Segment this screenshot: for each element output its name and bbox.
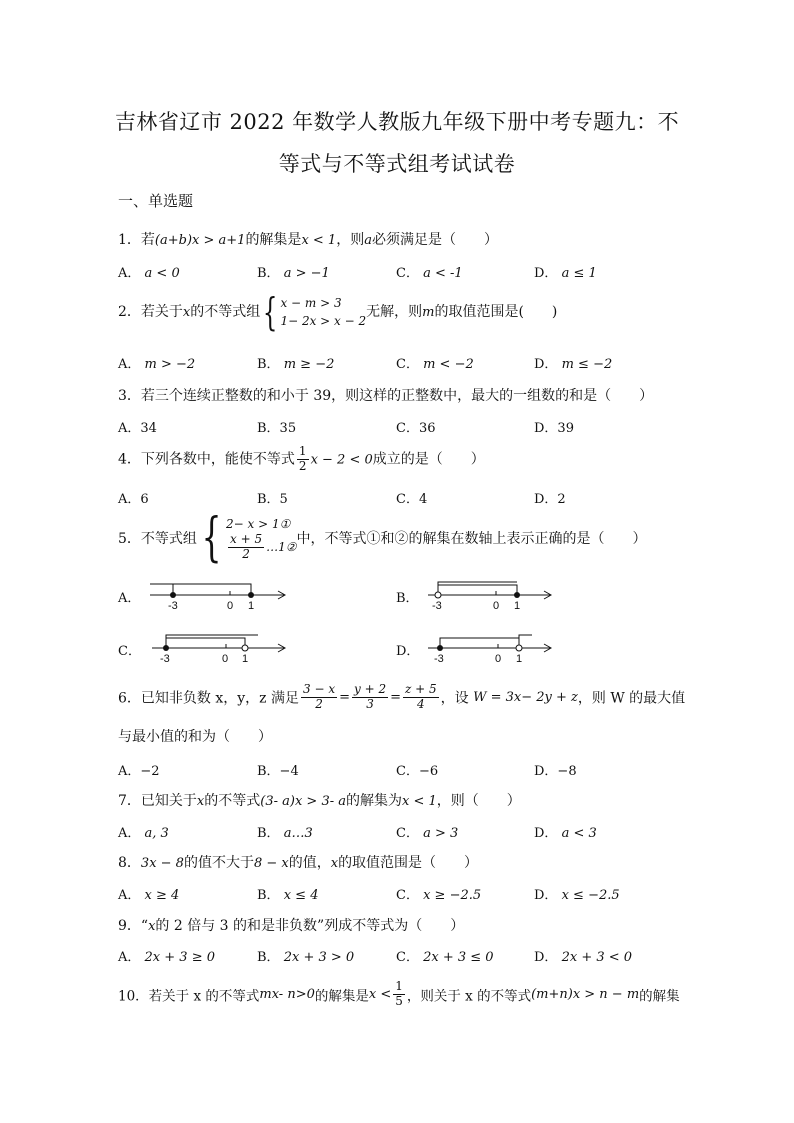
document-title-line-1: 吉林省辽市 2022 年数学人教版九年级下册中考专题九：不 [114, 110, 680, 134]
q9-option-b[interactable]: B． 2x + 3 > 0 [257, 950, 355, 965]
svg-text:-3: -3 [432, 600, 442, 612]
svg-text:0: 0 [495, 653, 502, 665]
q7-option-a[interactable]: A． a, 3 [118, 826, 169, 841]
q3-option-d[interactable]: D．39 [534, 421, 574, 436]
q9-option-a[interactable]: A． 2x + 3 ≥ 0 [118, 950, 215, 965]
q7-option-c[interactable]: C． a > 3 [396, 826, 459, 841]
q8-option-c[interactable]: C． x ≥ −2.5 [396, 888, 482, 903]
q2-option-b[interactable]: B． m ≥ −2 [257, 357, 335, 372]
inequality-system: 2− x > 1① $\frac{x + 5}{2}$ …1② [226, 516, 297, 561]
q4-option-d[interactable]: D．2 [534, 492, 566, 507]
question-1: 1．若(a+b)x > a+1的解集是x < 1，则a必须满足是（ ） [118, 232, 498, 248]
q1-option-d[interactable]: D． a ≤ 1 [534, 266, 597, 281]
svg-text:-3: -3 [160, 653, 170, 665]
svg-text:-3: -3 [168, 600, 178, 612]
number-line-a[interactable] [148, 578, 290, 614]
number-line-c[interactable] [150, 631, 290, 667]
inequality-system: x − m > 3 1− 2x > x − 2 [280, 296, 367, 328]
q8-option-b[interactable]: B． x ≤ 4 [257, 888, 319, 903]
q5-option-d-label[interactable]: D． [396, 644, 420, 659]
question-7: 7．已知关于x的不等式(3- a)x > 3- a的解集为x < 1，则（ ） [118, 793, 521, 809]
question-2: 2．若关于x的不等式组{ x − m > 3 1− 2x > x − 2 无解，则m的取值范围是( ) [118, 290, 558, 334]
q9-option-d[interactable]: D． 2x + 3 < 0 [534, 950, 633, 965]
q4-option-a[interactable]: A．6 [118, 492, 149, 507]
q5-option-c-label[interactable]: C． [118, 644, 141, 659]
svg-text:1: 1 [516, 653, 523, 665]
question-5: 5．不等式组{ 2− x > 1① $\frac{x + 5}{2}$ …1② 中，不等式①和②的解集在数轴上表示正确的是（ ） [118, 508, 647, 568]
q6-option-a[interactable]: A．−2 [118, 764, 160, 779]
question-6-line-2: 与最小值的和为（ ） [118, 729, 272, 745]
question-10: 10．若关于 x 的不等式mx- n>0的解集是x < $\frac{1}{5}$ ，则关于 x 的不等式(m+n)x > n − m的解集 [118, 979, 680, 1008]
q6-option-c[interactable]: C．−6 [396, 764, 439, 779]
fraction: $\frac{1}{2}$ [298, 444, 307, 473]
svg-text:1: 1 [248, 600, 255, 612]
q4-option-b[interactable]: B．5 [257, 492, 288, 507]
q4-option-c[interactable]: C．4 [396, 492, 428, 507]
q8-option-d[interactable]: D． x ≤ −2.5 [534, 888, 620, 903]
q3-option-c[interactable]: C．36 [396, 421, 436, 436]
svg-text:0: 0 [222, 653, 229, 665]
svg-text:0: 0 [227, 600, 234, 612]
svg-text:-3: -3 [434, 653, 444, 665]
q1-option-c[interactable]: C． a < -1 [396, 266, 463, 281]
q6-option-d[interactable]: D．−8 [534, 764, 577, 779]
svg-text:1: 1 [514, 600, 521, 612]
question-9: 9．“x的 2 倍与 3 的和是非负数”列成不等式为（ ） [118, 918, 465, 934]
document-title-line-2: 等式与不等式组考试试卷 [278, 152, 516, 176]
q2-option-d[interactable]: D． m ≤ −2 [534, 357, 613, 372]
section-heading: 一、单选题 [118, 192, 194, 210]
q5-option-a-label[interactable]: A． [118, 591, 141, 606]
q8-option-a[interactable]: A． x ≥ 4 [118, 888, 180, 903]
question-8: 8．3x − 8的值不大于8 − x的值，x的取值范围是（ ） [118, 855, 479, 871]
q9-option-c[interactable]: C． 2x + 3 ≤ 0 [396, 950, 494, 965]
question-4: 4．下列各数中，能使不等式 $\frac{1}{2}$ x − 2 < 0成立的是（ ） [118, 444, 485, 473]
q3-option-b[interactable]: B．35 [257, 421, 297, 436]
q2-option-c[interactable]: C． m < −2 [396, 357, 474, 372]
q1-option-b[interactable]: B． a > −1 [257, 266, 330, 281]
q7-option-b[interactable]: B． a…3 [257, 826, 313, 841]
q7-option-d[interactable]: D． a < 3 [534, 826, 597, 841]
question-6: 6．已知非负数 x，y，z 满足 $\frac{3 - x}{2}$ = $\frac{y + 2}{3}$ = $\frac{z + 5}{4}$ ，设 W = 3x− 2y + z，则 W 的最大值 [118, 682, 686, 711]
q5-option-b-label[interactable]: B． [396, 591, 419, 606]
number-line-d[interactable] [426, 631, 556, 667]
q1-option-a[interactable]: A． a < 0 [118, 266, 180, 281]
question-3: 3．若三个连续正整数的和小于 39，则这样的正整数中，最大的一组数的和是（ ） [118, 388, 654, 404]
svg-text:1: 1 [242, 653, 249, 665]
q6-option-b[interactable]: B．−4 [257, 764, 299, 779]
q3-option-a[interactable]: A．34 [118, 421, 157, 436]
number-line-b[interactable] [426, 578, 556, 614]
svg-text:0: 0 [493, 600, 500, 612]
q2-option-a[interactable]: A． m > −2 [118, 357, 196, 372]
